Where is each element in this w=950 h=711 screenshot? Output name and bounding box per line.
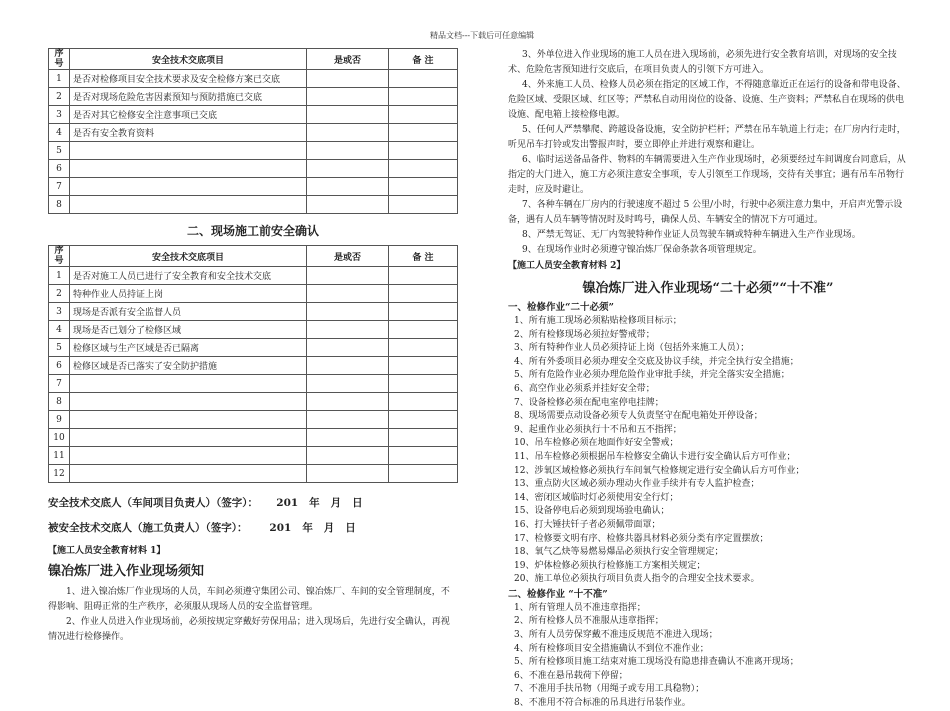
section2-title: 二、现场施工前安全确认	[186, 224, 319, 238]
row-number: 6	[49, 160, 70, 178]
rule-paragraph: 7、各种车辆在厂房内的行驶速度不超过 5 公里/小时，行驶中必须注意力集中，开启声光警示设备，遇有人员车辆等情况时及时鸣号，确保人员、车辆安全的情况下方可通过。	[508, 200, 903, 225]
row-number: 7	[49, 178, 70, 196]
ban-item: 6、不准在悬吊载荷下停留；	[514, 670, 628, 681]
row-item	[70, 411, 307, 429]
row-item	[70, 429, 307, 447]
row-note	[389, 303, 458, 321]
row-number: 12	[49, 465, 70, 483]
right-column	[508, 48, 908, 711]
table-row	[49, 124, 458, 142]
row-number: 9	[49, 411, 70, 429]
row-note	[389, 88, 458, 106]
table-row	[49, 196, 458, 214]
ban-item: 2、所有检修人员不准服从违章指挥；	[514, 616, 664, 627]
row-note	[389, 285, 458, 303]
row-note	[389, 106, 458, 124]
row-item	[70, 196, 307, 214]
must-item: 6、高空作业必须系并挂好安全带；	[514, 383, 655, 394]
col-yes: 是或否	[307, 49, 389, 70]
rule-paragraph: 9、在现场作业时必须遵守镍冶炼厂保命条款各项管理规定。	[522, 245, 762, 255]
row-note	[389, 178, 458, 196]
must-item: 17、检修要文明有序、检修共器具材料必须分类有序定置摆放；	[514, 533, 769, 544]
row-number: 4	[49, 321, 70, 339]
table-body	[49, 70, 458, 214]
must-item: 14、密闭区域临时灯必须使用安全行灯；	[514, 492, 679, 503]
row-number: 3	[49, 106, 70, 124]
table-header-row	[49, 49, 458, 70]
row-number: 11	[49, 447, 70, 465]
must-item: 16、打大锤扶钎子者必须佩带面罩；	[514, 519, 661, 530]
rule-paragraph: 5、任何人严禁攀爬、跨越设备设施，安全防护栏杆；严禁在吊车轨道上行走；在厂房内行走时，听见吊车打铃或发出警报声时，要立即停止并进行观察和避让。	[508, 125, 906, 150]
table-row	[49, 429, 458, 447]
row-note	[389, 321, 458, 339]
row-note	[389, 411, 458, 429]
rule-paragraph: 4、外来施工人员、检修人员必须在指定的区域工作，不得随意靠近正在运行的设备和带电设备、危险区域、受限区域、红区等；严禁私自动用岗位的设备、设施、生产资料；严禁私自在现场的供电设施、配电箱上接检修电源。	[508, 80, 906, 120]
table-row	[49, 106, 458, 124]
row-yes-no	[307, 106, 389, 124]
must-item: 18、氧气乙炔等易燃易爆品必须执行安全管理规定；	[514, 547, 724, 558]
rule-paragraph: 3、外单位进入作业现场的施工人员在进入现场前，必须先进行安全教育培训，对现场的安全技术、危险危害预知进行交底后，在项目负责人的引领下方可进入。	[508, 50, 897, 75]
material-2-label: 【施工人员安全教育材料 2】	[508, 261, 626, 271]
row-note	[389, 160, 458, 178]
row-number: 8	[49, 393, 70, 411]
table-row	[49, 447, 458, 465]
must-item: 15、设备停电后必须到现场验电确认；	[514, 506, 670, 517]
left-heading: 镍冶炼厂进入作业现场须知	[48, 564, 205, 579]
must-item: 2、所有检修现场必须拉好警戒带；	[514, 329, 655, 340]
must-item: 20、施工单位必须执行项目负责人指令的合理安全技术要求。	[514, 574, 760, 585]
row-number: 1	[49, 70, 70, 88]
row-note	[389, 447, 458, 465]
row-yes-no	[307, 142, 389, 160]
row-yes-no	[307, 303, 389, 321]
left-paragraph: 1、进入镍冶炼厂作业现场的人员，车间必须遵守集团公司、镍冶炼厂、车间的安全管理制度，不得影响、阻碍正常的生产秩序，必须服从现场人员的安全监督管理。	[48, 587, 450, 612]
row-yes-no	[307, 160, 389, 178]
ban-list	[508, 602, 908, 711]
must-item: 11、吊车检修必须根据吊车检修安全确认卡进行安全确认后方可作业；	[514, 451, 796, 462]
row-item: 检修区域是否已落实了安全防护措施	[70, 357, 307, 375]
row-item	[70, 447, 307, 465]
table-row	[49, 321, 458, 339]
col-note: 备 注	[389, 49, 458, 70]
row-item: 是否对其它检修安全注意事项已交底	[70, 106, 307, 124]
row-note	[389, 375, 458, 393]
table-row	[49, 178, 458, 196]
table-row	[49, 142, 458, 160]
table-header-row	[49, 246, 458, 267]
must-item: 3、所有特种作业人员必须持证上岗（包括外来施工人员）；	[514, 343, 750, 354]
must-list	[508, 315, 908, 587]
ban-item: 7、不准用手扶吊物（用绳子或专用工具稳物）；	[514, 684, 705, 695]
row-number: 2	[49, 285, 70, 303]
must-item: 8、现场需要点动设备必须专人负责坚守在配电箱处开停设备；	[514, 411, 763, 422]
must-item: 9、起重作业必须执行十不吊和五不指挥；	[514, 424, 682, 435]
table-row	[49, 303, 458, 321]
must-item: 12、涉氧区域检修必须执行车间氧气检修规定进行安全确认后方可作业；	[514, 465, 805, 476]
must-item: 5、所有危险作业必须办理危险作业审批手续，并完全落实安全措施；	[514, 370, 790, 381]
row-yes-no	[307, 285, 389, 303]
row-number: 10	[49, 429, 70, 447]
checklist-table-1	[48, 48, 458, 214]
row-number: 5	[49, 142, 70, 160]
row-note	[389, 357, 458, 375]
row-yes-no	[307, 375, 389, 393]
must-item: 13、重点防火区域必须办理动火作业手续并有专人监护检查；	[514, 479, 760, 490]
row-yes-no	[307, 357, 389, 375]
row-item: 特种作业人员持证上岗	[70, 285, 307, 303]
row-number: 1	[49, 267, 70, 285]
row-note	[389, 393, 458, 411]
left-column	[48, 48, 458, 645]
row-item	[70, 142, 307, 160]
row-item	[70, 375, 307, 393]
row-item: 现场是否派有安全监督人员	[70, 303, 307, 321]
row-yes-no	[307, 196, 389, 214]
row-number: 8	[49, 196, 70, 214]
must-item: 10、吊车检修必须在地面作好安全警戒；	[514, 438, 679, 449]
table-body	[49, 267, 458, 483]
col-note: 备 注	[389, 246, 458, 267]
left-paragraph: 2、作业人员进入作业现场前，必须按规定穿戴好劳保用品；进入现场后，先进行安全确认，再视情况进行检修操作。	[48, 617, 450, 642]
checklist-table-2	[48, 245, 458, 483]
page-header: 精品文档---下载后可任意编辑	[430, 31, 535, 40]
ban-item: 5、所有检修项目施工结束对施工现场没有隐患排查确认不准离开现场；	[514, 657, 799, 668]
row-note	[389, 196, 458, 214]
ban-item: 4、所有检修项目安全措施确认不到位不准作业；	[514, 643, 709, 654]
row-yes-no	[307, 429, 389, 447]
row-yes-no	[307, 411, 389, 429]
table-row	[49, 160, 458, 178]
material-1-label: 【施工人员安全教育材料 1】	[48, 546, 166, 556]
row-note	[389, 267, 458, 285]
rule-paragraph: 8、严禁无驾证、无厂内驾驶特种作业证人员驾驶车辆或特种车辆进入生产作业现场。	[522, 230, 861, 240]
row-number: 3	[49, 303, 70, 321]
row-number: 2	[49, 88, 70, 106]
must-item: 19、炉体检修必须执行检修施工方案相关规定；	[514, 560, 706, 571]
row-yes-no	[307, 88, 389, 106]
row-yes-no	[307, 393, 389, 411]
table-row	[49, 267, 458, 285]
row-yes-no	[307, 178, 389, 196]
row-item	[70, 178, 307, 196]
ban-item: 3、所有人员劳保穿戴不准违反规范不准进入现场；	[514, 630, 718, 641]
signature-line-1: 安全技术交底人（车间项目负责人）（签字）： 201 年 月 日	[48, 497, 363, 509]
row-number: 5	[49, 339, 70, 357]
row-note	[389, 465, 458, 483]
row-item: 现场是否已划分了检修区域	[70, 321, 307, 339]
row-yes-no	[307, 447, 389, 465]
ban-item: 8、不准用不符合标准的吊具进行吊装作业。	[514, 698, 691, 709]
row-item	[70, 393, 307, 411]
row-item: 检修区域与生产区域是否已隔离	[70, 339, 307, 357]
row-yes-no	[307, 124, 389, 142]
row-yes-no	[307, 267, 389, 285]
must-item: 4、所有外委项目必须办理安全交底及协议手续，并完全执行安全措施；	[514, 356, 799, 367]
table-row	[49, 393, 458, 411]
table-row	[49, 411, 458, 429]
rules-paragraphs	[508, 48, 908, 258]
row-number: 4	[49, 124, 70, 142]
must-item: 7、设备检修必须在配电室停电挂牌；	[514, 397, 664, 408]
ban-item: 1、所有管理人员不准违章指挥；	[514, 602, 646, 613]
must-subheading: 一、检修作业“二十必须”	[508, 302, 614, 313]
must-item: 1、所有施工现场必须粘贴检修项目标示；	[514, 316, 682, 326]
row-note	[389, 429, 458, 447]
col-num: 序号	[49, 49, 70, 70]
row-note	[389, 124, 458, 142]
col-item: 安全技术交底项目	[70, 49, 307, 70]
row-note	[389, 70, 458, 88]
row-number: 6	[49, 357, 70, 375]
table-row	[49, 70, 458, 88]
table-row	[49, 465, 458, 483]
right-heading: 镍冶炼厂进入作业现场“二十必须”“十不准”	[582, 281, 834, 296]
col-yes: 是或否	[307, 246, 389, 267]
row-item	[70, 160, 307, 178]
row-yes-no	[307, 339, 389, 357]
table-row	[49, 285, 458, 303]
row-note	[389, 142, 458, 160]
table-row	[49, 375, 458, 393]
row-item: 是否有安全教育资料	[70, 124, 307, 142]
row-yes-no	[307, 321, 389, 339]
col-item: 安全技术交底项目	[70, 246, 307, 267]
row-number: 7	[49, 375, 70, 393]
ban-subheading: 二、检修作业 “十不准”	[508, 588, 608, 600]
signature-line-2: 被安全技术交底人（施工负责人）（签字）： 201 年 月 日	[48, 522, 356, 534]
row-item: 是否对现场危险危害因素预知与预防措施已交底	[70, 88, 307, 106]
table-row	[49, 88, 458, 106]
table-row	[49, 357, 458, 375]
col-num: 序号	[49, 246, 70, 267]
row-item: 是否对施工人员已进行了安全教育和安全技术交底	[70, 267, 307, 285]
row-yes-no	[307, 465, 389, 483]
row-note	[389, 339, 458, 357]
row-yes-no	[307, 70, 389, 88]
row-item	[70, 465, 307, 483]
table-row	[49, 339, 458, 357]
row-item: 是否对检修项目安全技术要求及安全检修方案已交底	[70, 70, 307, 88]
rule-paragraph: 6、临时运送备品备件、物料的车辆需要进入生产作业现场时，必须要经过车间调度台同意后，从指定的大门进入，施工方必须注意安全事项，专人引领至工作现场，交待有关事宜；遇有吊车吊物行走时，应及时避让。	[508, 155, 906, 195]
